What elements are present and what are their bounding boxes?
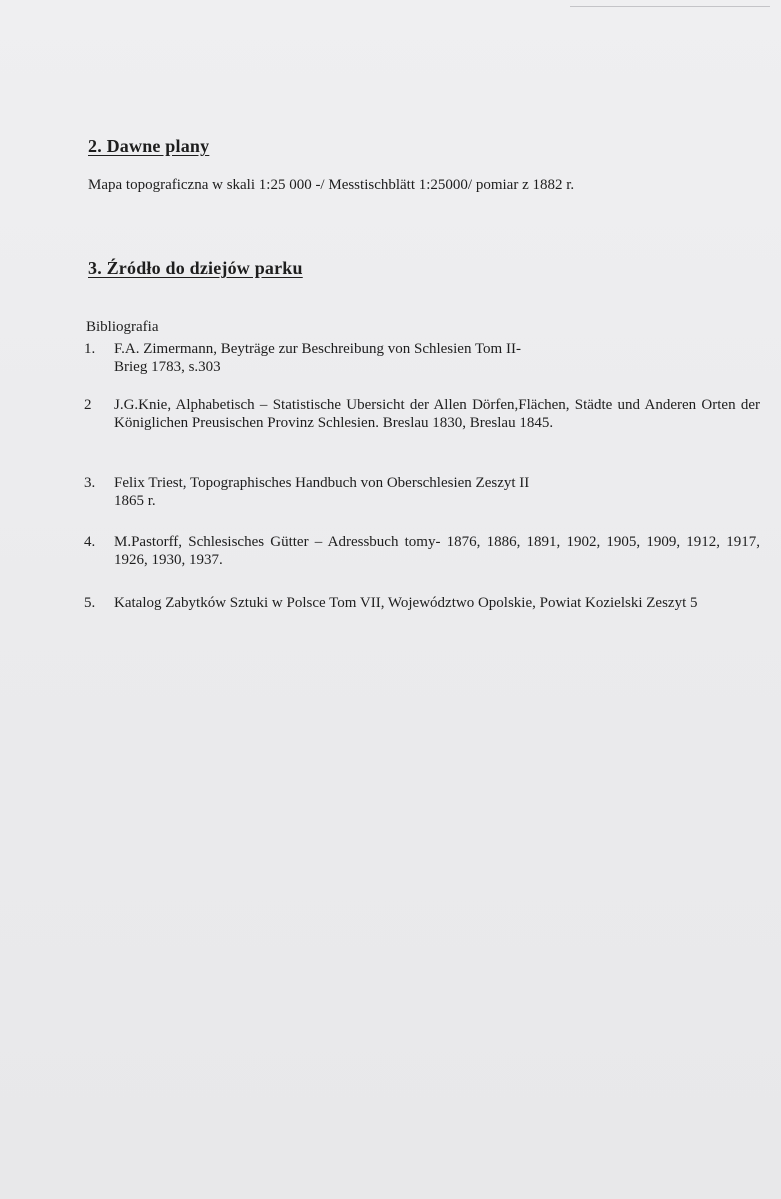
section-heading-zrodlo: 3. Źródło do dziejów parku — [88, 258, 303, 278]
bibliography-label: Bibliografia — [86, 319, 159, 335]
bibliography-item-number: 5. — [84, 595, 96, 611]
bibliography-item-number: 4. — [84, 534, 96, 550]
bibliography-item-number: 3. — [84, 475, 96, 491]
bibliography-item-1 — [84, 340, 760, 376]
bibliography-item-5 — [84, 594, 760, 612]
bibliography-item-number: 1. — [84, 341, 96, 357]
bibliography-item-3 — [84, 474, 760, 510]
bibliography-item-number: 2 — [84, 397, 92, 413]
bibliography-item-text: Felix Triest, Topographisches Handbuch von Oberschlesien Zeszyt II 1865 r. — [114, 475, 530, 509]
bibliography-item-2 — [84, 396, 760, 432]
scan-edge-line — [570, 6, 770, 7]
bibliography-item-text: J.G.Knie, Alphabetisch – Statistische Ubersicht der Allen Dörfen,Flächen, Städte und Anderen Orten der Königlichen Preusischen Provinz Schlesien. Breslau 1830, Breslau 1845. — [114, 397, 760, 431]
bibliography-item-text: M.Pastorff, Schlesisches Gütter – Adressbuch tomy- 1876, 1886, 1891, 1902, 1905, 1909, 1912, 1917, 1926, 1930, 1937. — [114, 534, 760, 568]
bibliography-item-text: F.A. Zimermann, Beyträge zur Beschreibung von Schlesien Tom II-Brieg 1783, s.303 — [114, 341, 521, 375]
bibliography-item-text: Katalog Zabytków Sztuki w Polsce Tom VII, Województwo Opolskie, Powiat Kozielski Zeszyt 5 — [114, 595, 698, 611]
map-description: Mapa topograficzna w skali 1:25 000 -/ Messtischblätt 1:25000/ pomiar z 1882 r. — [88, 177, 575, 193]
section-heading-dawne-plany: 2. Dawne plany — [88, 136, 210, 156]
bibliography-item-4 — [84, 533, 760, 569]
